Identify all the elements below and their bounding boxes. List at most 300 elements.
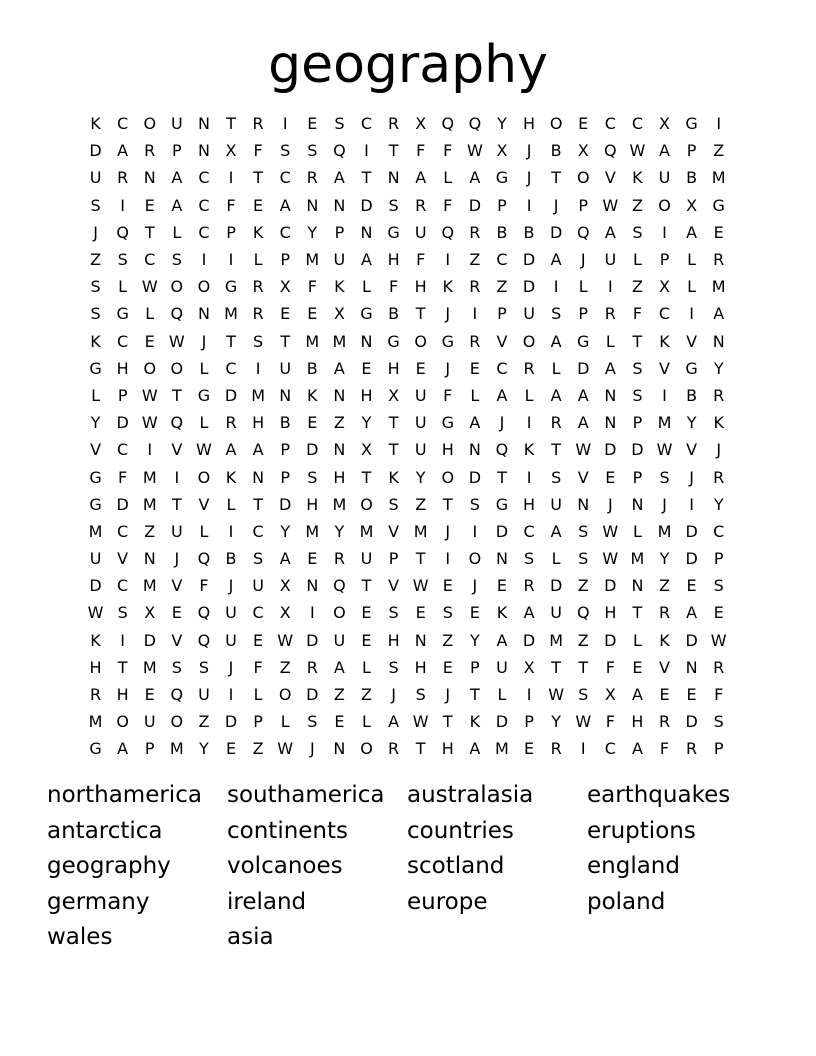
grid-letter: Z [631,195,643,215]
grid-letter: Y [686,413,697,433]
grid-letter: C [279,168,291,188]
grid-letter: M [630,549,645,569]
grid-letter: I [662,385,667,405]
grid-letter: W [602,549,619,569]
grid-letter: A [252,440,264,460]
grid-letter: T [551,657,562,677]
grid-letter: E [253,630,264,650]
grid-letter: Z [361,685,372,705]
grid-letter: R [306,168,318,188]
grid-letter: J [93,222,98,242]
grid-letter: A [117,739,129,759]
grid-letter: K [90,114,101,134]
grid-letter: S [578,549,589,569]
grid-letter: H [414,277,427,297]
grid-letter: I [607,277,613,297]
grid-letter: T [117,657,128,677]
grid-letter: S [334,114,345,134]
grid-letter: Q [170,685,184,705]
grid-letter: F [443,385,453,405]
grid-letter: F [605,712,615,732]
grid-letter: M [142,467,157,487]
grid-letter: Z [496,277,508,297]
grid-letter: J [228,657,234,677]
grid-letter: M [142,494,157,514]
grid-letter: K [469,712,481,732]
grid-letter: T [388,141,399,161]
grid-letter: R [415,195,427,215]
grid-letter: N [685,657,698,677]
grid-letter: E [713,603,724,623]
grid-letter: Y [551,712,562,732]
grid-letter: I [526,467,532,487]
grid-letter: U [604,250,617,270]
grid-letter: Z [333,685,345,705]
grid-letter: X [144,603,156,623]
grid-letter: W [412,712,429,732]
grid-letter: G [495,494,509,514]
grid-letter: Q [170,413,184,433]
grid-letter: I [445,549,451,569]
grid-letter: I [689,494,694,514]
grid-letter: A [550,385,562,405]
grid-letter: E [442,576,453,596]
grid-letter: A [279,195,291,215]
grid-letter: S [551,304,562,324]
grid-letter: W [466,141,483,161]
grid-letter: D [685,712,698,732]
grid-letter: A [496,385,508,405]
grid-letter: R [550,739,562,759]
grid-letter: S [307,141,318,161]
grid-row [82,545,732,572]
grid-letter: S [415,685,426,705]
grid-letter: A [388,712,400,732]
grid-letter: N [197,304,210,324]
grid-letter: E [469,358,480,378]
grid-letter: M [305,250,320,270]
grid-letter: I [120,630,125,650]
grid-letter: N [197,114,210,134]
grid-letter: C [117,521,129,541]
grid-letter: K [252,222,264,242]
grid-letter: U [333,630,346,650]
grid-letter: J [228,576,234,596]
grid-letter: O [278,685,292,705]
grid-letter: A [604,358,616,378]
grid-letter: N [333,195,346,215]
grid-letter: K [307,385,318,405]
grid-letter: D [468,467,482,487]
grid-letter: F [605,657,615,677]
grid-letter: S [469,494,480,514]
grid-letter: K [496,603,508,623]
grid-letter: Z [659,576,670,596]
grid-letter: M [657,521,672,541]
grid-letter: N [495,549,508,569]
grid-letter: P [334,222,345,242]
grid-letter: F [226,195,236,215]
grid-letter: L [551,549,561,569]
grid-letter: E [225,739,237,759]
grid-letter: U [89,168,102,188]
grid-letter: Y [199,739,209,759]
grid-letter: T [388,440,399,460]
grid-letter: A [279,549,291,569]
grid-letter: K [523,440,535,460]
grid-letter: O [360,494,373,514]
grid-letter: P [524,712,534,732]
grid-letter: I [689,304,694,324]
grid-letter: A [631,685,643,705]
grid-letter: E [686,576,697,596]
grid-row [82,599,732,626]
grid-letter: S [253,549,264,569]
grid-letter: A [550,521,562,541]
grid-letter: Z [713,141,725,161]
grid-letter: Z [415,494,427,514]
grid-letter: G [712,195,725,215]
grid-letter: N [279,385,292,405]
grid-letter: J [499,413,505,433]
grid-letter: L [497,685,507,705]
grid-letter: L [253,685,263,705]
grid-letter: A [117,141,129,161]
grid-letter: X [496,141,508,161]
grid-letter: E [605,467,616,487]
grid-letter: S [198,657,209,677]
grid-letter: H [387,250,400,270]
grid-letter: U [89,549,102,569]
grid-letter: H [523,114,536,134]
grid-letter: G [89,739,102,759]
grid-letter: H [523,494,536,514]
grid-letter: D [495,521,509,541]
grid-letter: N [333,739,346,759]
grid-letter: E [415,358,426,378]
grid-letter: D [116,494,129,514]
grid-letter: C [631,114,643,134]
word-list-item: antarctica [47,817,163,844]
grid-letter: S [578,521,589,541]
grid-letter: C [523,521,535,541]
grid-letter: W [548,685,565,705]
grid-letter: U [496,657,508,677]
grid-letter: J [526,141,532,161]
grid-letter: R [523,576,535,596]
grid-letter: O [441,467,455,487]
grid-letter: S [551,467,562,487]
grid-letter: Z [90,250,102,270]
grid-letter: E [469,603,480,623]
grid-letter: M [142,657,157,677]
grid-row [82,246,732,273]
grid-letter: E [361,358,372,378]
grid-letter: H [441,739,454,759]
grid-letter: U [414,440,427,460]
grid-letter: A [577,385,589,405]
grid-letter: P [497,304,507,324]
grid-letter: D [604,630,617,650]
grid-letter: A [333,168,345,188]
grid-row [82,219,732,246]
grid-letter: H [116,358,129,378]
grid-letter: H [360,385,373,405]
word-list-item: germany [47,888,150,915]
grid-letter: X [279,576,291,596]
grid-letter: M [305,331,320,351]
word-list-item: poland [587,888,666,915]
grid-row [82,491,732,518]
grid-letter: K [632,168,643,188]
grid-letter: O [143,114,157,134]
grid-letter: I [553,277,559,297]
grid-letter: Q [576,603,590,623]
grid-letter: A [523,603,535,623]
grid-letter: Y [713,494,724,514]
word-list-item: england [587,853,680,879]
grid-letter: I [282,114,288,134]
grid-letter: B [686,168,698,188]
grid-letter: W [629,141,646,161]
grid-letter: J [445,304,451,324]
grid-letter: T [361,576,372,596]
grid-letter: R [523,358,535,378]
grid-letter: S [117,250,128,270]
grid-letter: T [632,331,643,351]
grid-letter: R [713,467,725,487]
grid-letter: T [226,331,236,351]
grid-letter: F [416,250,426,270]
grid-letter: V [198,494,210,514]
grid-letter: W [277,739,294,759]
word-list [47,778,787,956]
grid-letter: D [224,712,238,732]
grid-letter: Z [631,277,643,297]
grid-letter: J [201,331,207,351]
grid-letter: R [469,331,481,351]
grid-letter: C [144,250,156,270]
grid-letter: V [388,576,400,596]
grid-letter: I [174,467,180,487]
grid-letter: F [388,277,399,297]
grid-row [82,192,732,219]
grid-letter: L [145,304,155,324]
grid-letter: M [359,521,374,541]
grid-letter: C [604,739,616,759]
grid-letter: Q [576,222,590,242]
grid-letter: H [116,685,129,705]
grid-letter: Q [197,603,211,623]
grid-letter: A [550,250,562,270]
grid-letter: S [280,141,291,161]
grid-letter: S [90,277,101,297]
grid-letter: N [712,331,725,351]
grid-letter: N [360,331,373,351]
grid-letter: L [362,657,371,677]
grid-letter: G [89,467,102,487]
grid-letter: L [362,277,371,297]
grid-letter: L [199,413,209,433]
grid-letter: Q [441,222,455,242]
grid-letter: A [333,657,345,677]
grid-letter: W [277,630,294,650]
grid-letter: K [659,331,670,351]
grid-letter: Q [333,576,346,596]
grid-letter: A [469,413,481,433]
grid-letter: I [445,250,451,270]
grid-letter: M [332,494,347,514]
grid-letter: P [117,385,128,405]
grid-letter: N [604,385,617,405]
grid-letter: Y [469,630,480,650]
grid-letter: T [632,603,643,623]
grid-letter: U [143,712,156,732]
word-list-item: wales [47,924,113,950]
grid-letter: K [225,467,237,487]
grid-letter: P [226,222,236,242]
grid-letter: X [333,304,345,324]
grid-letter: T [415,739,426,759]
grid-letter: D [306,685,319,705]
grid-letter: P [713,739,724,759]
grid-letter: O [170,712,184,732]
grid-letter: J [526,168,532,188]
grid-letter: D [116,413,129,433]
grid-letter: X [577,141,589,161]
grid-letter: O [197,277,211,297]
grid-letter: J [391,685,396,705]
grid-letter: P [280,250,291,270]
letter-grid [82,110,732,763]
grid-letter: R [306,657,318,677]
grid-letter: E [361,630,372,650]
grid-letter: C [117,440,129,460]
grid-letter: D [468,195,482,215]
grid-letter: D [306,440,319,460]
grid-letter: T [551,440,562,460]
grid-letter: M [495,739,509,759]
grid-letter: J [174,549,180,569]
grid-letter: I [255,358,261,378]
grid-letter: H [604,603,617,623]
word-list-item: europe [407,888,488,915]
grid-letter: W [602,521,619,541]
grid-letter: Q [197,549,211,569]
grid-letter: N [360,222,373,242]
grid-letter: W [602,195,619,215]
grid-letter: W [168,331,185,351]
grid-letter: L [280,712,290,732]
grid-letter: M [251,385,266,405]
grid-letter: C [496,250,508,270]
grid-letter: D [549,222,563,242]
grid-letter: Q [441,114,455,134]
grid-letter: T [280,331,291,351]
grid-letter: Q [170,304,184,324]
word-list-item: asia [227,924,274,950]
word-list-item: southamerica [227,782,385,808]
grid-letter: Y [415,467,426,487]
grid-letter: L [687,277,697,297]
grid-letter: J [309,739,315,759]
grid-letter: G [387,331,400,351]
grid-letter: R [550,413,562,433]
grid-letter: F [443,195,453,215]
grid-letter: D [522,630,536,650]
grid-letter: D [685,521,698,541]
grid-letter: T [497,467,507,487]
grid-letter: M [549,630,564,650]
grid-letter: R [388,739,400,759]
grid-letter: Q [495,440,509,460]
grid-row [82,137,732,164]
word-list-item: ireland [227,888,307,915]
grid-letter: E [415,603,426,623]
grid-letter: Z [198,712,210,732]
grid-letter: V [90,440,102,460]
grid-letter: D [631,440,644,460]
grid-letter: G [441,331,454,351]
grid-letter: O [143,358,157,378]
grid-letter: P [144,739,155,759]
grid-letter: D [604,440,617,460]
grid-letter: Z [279,657,291,677]
grid-letter: T [415,549,426,569]
grid-letter: N [631,576,644,596]
grid-letter: Q [116,222,129,242]
grid-letter: T [253,168,263,188]
grid-letter: B [523,222,535,242]
grid-letter: U [333,250,346,270]
word-list-item: continents [227,817,349,844]
grid-letter: G [116,304,129,324]
grid-letter: H [414,657,427,677]
grid-letter: M [88,521,103,541]
grid-letter: T [469,685,480,705]
grid-letter: L [470,385,480,405]
grid-letter: N [333,440,346,460]
grid-letter: C [117,331,129,351]
grid-letter: B [279,413,291,433]
grid-letter: D [549,576,563,596]
grid-letter: V [604,168,616,188]
grid-letter: V [171,440,183,460]
word-list-item: scotland [407,853,505,879]
grid-letter: N [468,440,481,460]
grid-letter: N [604,413,617,433]
grid-letter: E [307,304,318,324]
grid-letter: X [225,141,237,161]
grid-letter: O [333,603,346,623]
grid-letter: R [333,549,345,569]
grid-letter: M [142,576,157,596]
grid-letter: F [118,467,128,487]
grid-letter: C [252,521,264,541]
grid-letter: A [659,141,670,161]
grid-letter: N [333,385,346,405]
grid-letter: J [716,440,722,460]
grid-letter: Z [333,413,345,433]
grid-letter: D [306,630,319,650]
grid-letter: Q [468,114,482,134]
grid-letter: V [686,331,698,351]
grid-letter: M [711,168,726,188]
grid-letter: E [307,413,318,433]
grid-letter: S [388,494,399,514]
grid-letter: A [415,168,427,188]
grid-letter: M [169,739,184,759]
